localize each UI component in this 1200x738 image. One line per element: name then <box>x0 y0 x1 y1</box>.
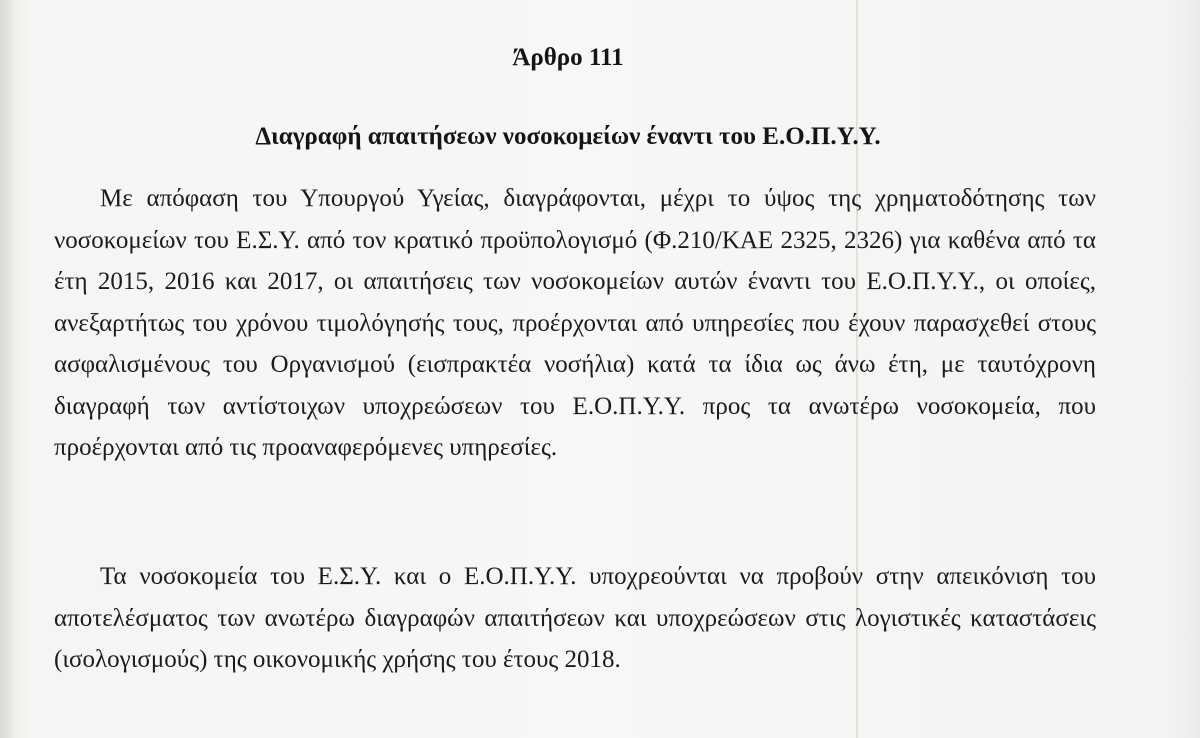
page-edge-shadow <box>0 0 14 738</box>
article-title-heading: Διαγραφή απαιτήσεων νοσοκομείων έναντι του Ε.Ο.Π.Υ.Υ. <box>255 123 881 150</box>
article-paragraph-2: Τα νοσοκομεία του Ε.Σ.Υ. και ο Ε.Ο.Π.Υ.Υ. υποχρεούνται να προβούν στην απεικόνιση του αποτελέσματος των ανωτέρω διαγραφών απαιτήσεων και υποχρεώσεων στις λογιστικές καταστάσεις (ισολογισμούς) της οικονομικής χρήσης του έτους 2018. <box>54 563 1096 673</box>
article-paragraph-1: Με απόφαση του Υπουργού Υγείας, διαγράφονται, μέχρι το ύψος της χρηματοδότησης των νοσοκομείων του Ε.Σ.Υ. από τον κρατικό προϋπολογισμό (Φ.210/ΚΑΕ 2325, 2326) για καθένα από τα έτη 2015, 2016 και 2017, οι απαιτήσεις των νοσοκομείων αυτών έναντι του Ε.Ο.Π.Υ.Υ., οι οποίες, ανεξαρτήτως του χρόνου τιμολόγησής τους, προέρχονται από υπηρεσίες που έχουν παρασχεθεί στους ασφαλισμένους του Οργανισμού (εισπρακτέα νοσήλια) κατά τα ίδια ως άνω έτη, με ταυτόχρονη διαγραφή των αντίστοιχων υποχρεώσεων του Ε.Ο.Π.Υ.Υ. προς τα ανωτέρω νοσοκομεία, που προέρχονται από τις προαναφερόμενες υπηρεσίες. <box>54 185 1096 461</box>
article-number-heading: Άρθρο 111 <box>512 44 624 71</box>
